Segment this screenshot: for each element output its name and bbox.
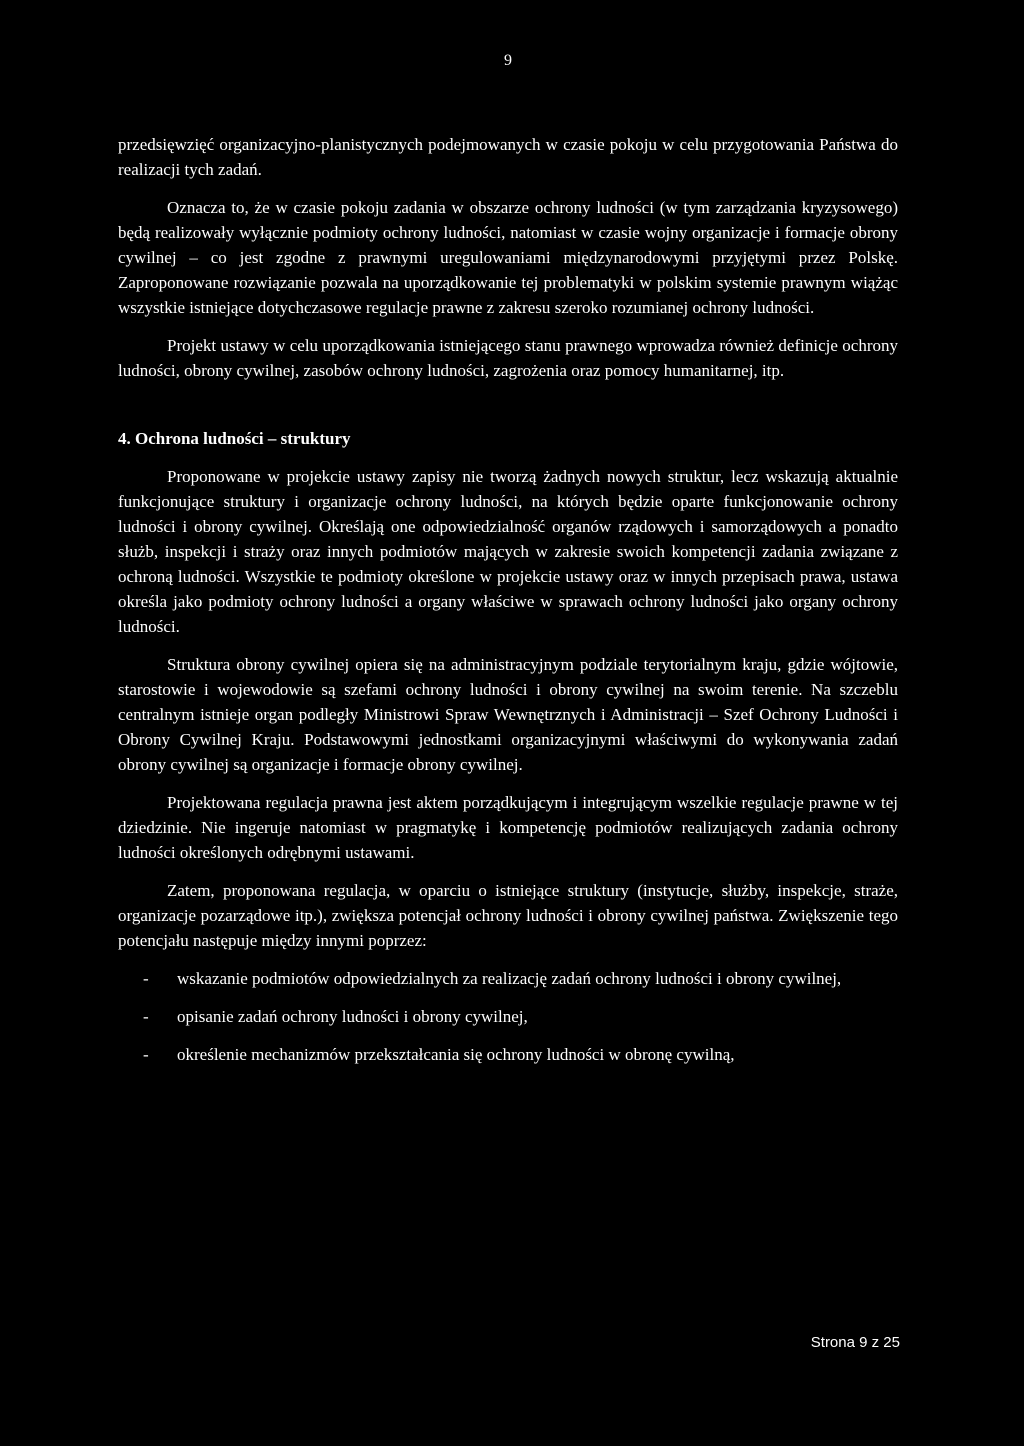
paragraph-continuation: przedsięwzięć organizacyjno-planistycznych podejmowanych w czasie pokoju w celu przygotowania Państwa do realizacji tych zadań. (118, 135, 898, 179)
paragraph-definition-scope: Oznacza to, że w czasie pokoju zadania w obszarze ochrony ludności (w tym zarządzania kryzysowego) będą realizowały wyłącznie podmioty ochrony ludności, natomiast w czasie wojny organizacje i formacje obrony cywilnej – co jest zgodne z prawnymi uregulowaniami międzynarodowymi przyjętymi przez Polskę. Zaproponowane rozwiązanie pozwala na uporządkowanie tej problematyki w polskim systemie prawnym wiążąc wszystkie istniejące dotychczasowe regulacje prawne z zakresu szeroko rozumianej ochrony ludności. (118, 198, 898, 317)
page-number: 9 (504, 52, 512, 69)
section-heading: 4. Ochrona ludności – struktury (118, 429, 351, 448)
list-item (118, 1042, 898, 1067)
paragraph-civil-defense-structure: Struktura obrony cywilnej opiera się na administracyjnym podziale terytorialnym kraju, gdzie wójtowie, starostowie i wojewodowie są szefami ochrony ludności i obrony cywilnej na swoim terenie. Na szczeblu centralnym istnieje organ podległy Ministrowi Spraw Wewnętrznych i Administracji – Szef Ochrony Ludności i Obrony Cywilnej Kraju. Podstawowymi jednostkami organizacyjnymi właściwymi do wykonywania zadań obrony cywilnej są organizacje i formacje obrony cywilnej. (118, 655, 898, 774)
list-item-text: opisanie zadań ochrony ludności i obrony cywilnej, (177, 1007, 528, 1026)
list-dash: - (143, 969, 149, 988)
list-item-text: wskazanie podmiotów odpowiedzialnych za realizację zadań ochrony ludności i obrony cywilnej, (177, 969, 842, 988)
page-footer: Strona 9 z 25 (810, 1334, 900, 1351)
list-dash: - (143, 1045, 149, 1064)
paragraph-potential: Zatem, proponowana regulacja, w oparciu o istniejące struktury (instytucje, służby, inspekcje, straże, organizacje pozarządowe itp.), zwiększa potencjał ochrony ludności i obrony cywilnej państwa. Zwiększenie tego potencjału następuje między innymi poprzez: (118, 881, 898, 950)
paragraph-definitions: Projekt ustawy w celu uporządkowania istniejącego stanu prawnego wprowadza również definicje ochrony ludności, obrony cywilnej, zasobów ochrony ludności, zagrożenia oraz pomocy humanitarnej, itp. (118, 336, 898, 380)
list-item (118, 1004, 898, 1029)
list-item-text: określenie mechanizmów przekształcania się ochrony ludności w obronę cywilną, (177, 1045, 735, 1064)
paragraph-structures: Proponowane w projekcie ustawy zapisy nie tworzą żadnych nowych struktur, lecz wskazują aktualnie funkcjonujące struktury i organizacje ochrony ludności, na których będzie oparte funkcjonowanie ochrony ludności i obrony cywilnej. Określają one odpowiedzialność organów rządowych i samorządowych a ponadto służb, inspekcji i straży oraz innych podmiotów mających w zakresie swoich kompetencji zadania związane z ochroną ludności. Wszystkie te podmioty określone w projekcie ustawy oraz w innych przepisach prawa, ustawa określa jako podmioty ochrony ludności a organy właściwe w sprawach ochrony ludności jako organy ochrony ludności. (118, 467, 898, 636)
bullet-list (118, 966, 898, 1067)
document-body (118, 132, 898, 1080)
list-item (118, 966, 898, 991)
list-dash: - (143, 1007, 149, 1026)
paragraph-regulation-scope: Projektowana regulacja prawna jest aktem porządkującym i integrującym wszelkie regulacje prawne w tej dziedzinie. Nie ingeruje natomiast w pragmatykę i kompetencję podmiotów realizujących zadania ochrony ludności określonych odrębnymi ustawami. (118, 793, 898, 862)
